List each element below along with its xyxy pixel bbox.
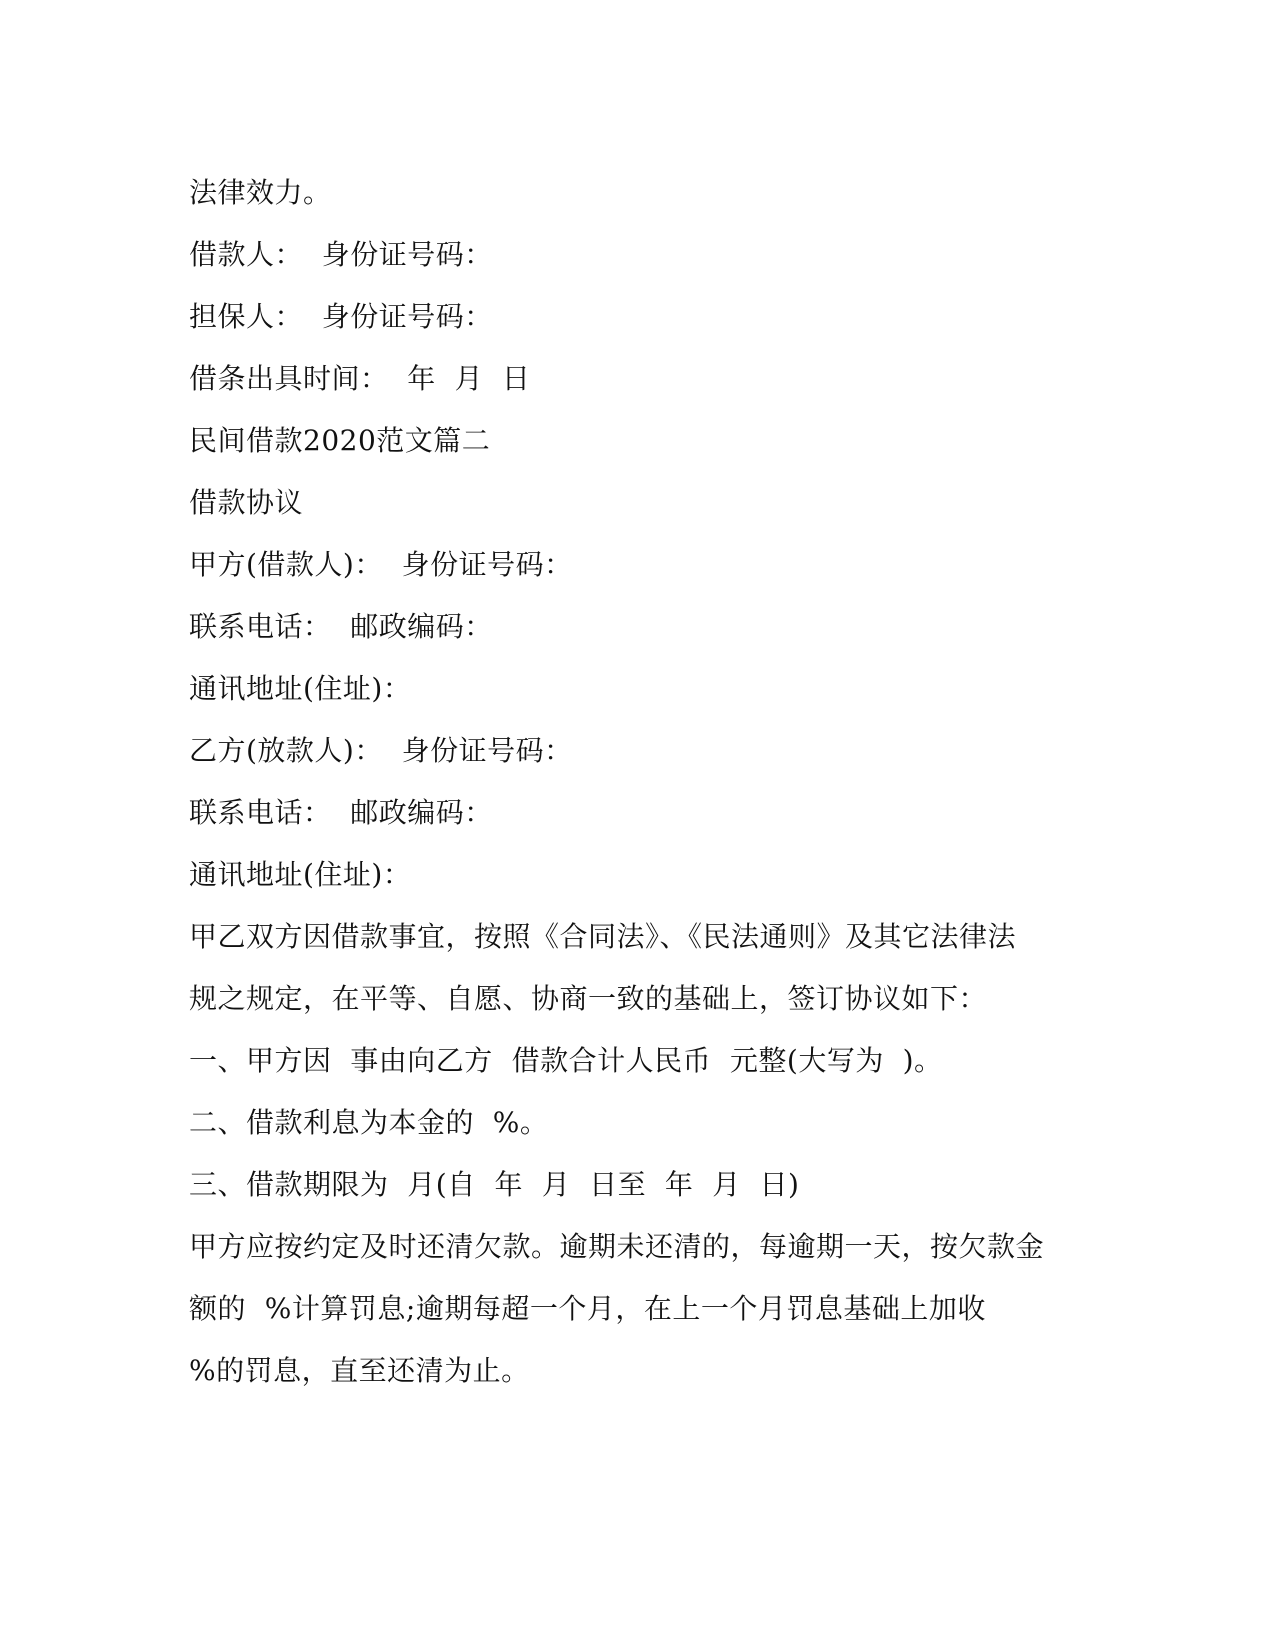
text-line: 法律效力。 xyxy=(189,176,332,209)
text-line: 乙方(放款人)： 身份证号码： xyxy=(189,734,573,767)
text-line: 甲乙双方因借款事宜，按照《合同法》、《民法通则》及其它法律法 xyxy=(189,920,1017,953)
document-title: 借款协议 xyxy=(189,486,304,519)
text-line: 额的 %计算罚息;逾期每超一个月，在上一个月罚息基础上加收 xyxy=(189,1292,986,1325)
text-line: 联系电话： 邮政编码： xyxy=(189,796,493,829)
text-line: 借款人： 身份证号码： xyxy=(189,238,493,271)
text-line: 通讯地址(住址)： xyxy=(189,672,412,705)
text-line: 甲方(借款人)： 身份证号码： xyxy=(189,548,573,581)
section-heading: 民间借款2020范文篇二 xyxy=(189,424,491,457)
text-line: 甲方应按约定及时还清欠款。逾期未还清的，每逾期一天，按欠款金 xyxy=(189,1230,1045,1263)
text-line: 规之规定，在平等、自愿、协商一致的基础上，签订协议如下： xyxy=(189,982,988,1015)
text-line: 二、借款利息为本金的 %。 xyxy=(189,1106,549,1139)
text-line: 借条出具时间： 年 月 日 xyxy=(189,362,531,395)
text-line: 担保人： 身份证号码： xyxy=(189,300,493,333)
text-line: 三、借款期限为 月(自 年 月 日至 年 月 日) xyxy=(189,1168,800,1201)
text-line: 通讯地址(住址)： xyxy=(189,858,412,891)
text-line: 一、甲方因 事由向乙方 借款合计人民币 元整(大写为 )。 xyxy=(189,1044,943,1077)
text-line: %的罚息，直至还清为止。 xyxy=(189,1354,530,1387)
text-line: 联系电话： 邮政编码： xyxy=(189,610,493,643)
